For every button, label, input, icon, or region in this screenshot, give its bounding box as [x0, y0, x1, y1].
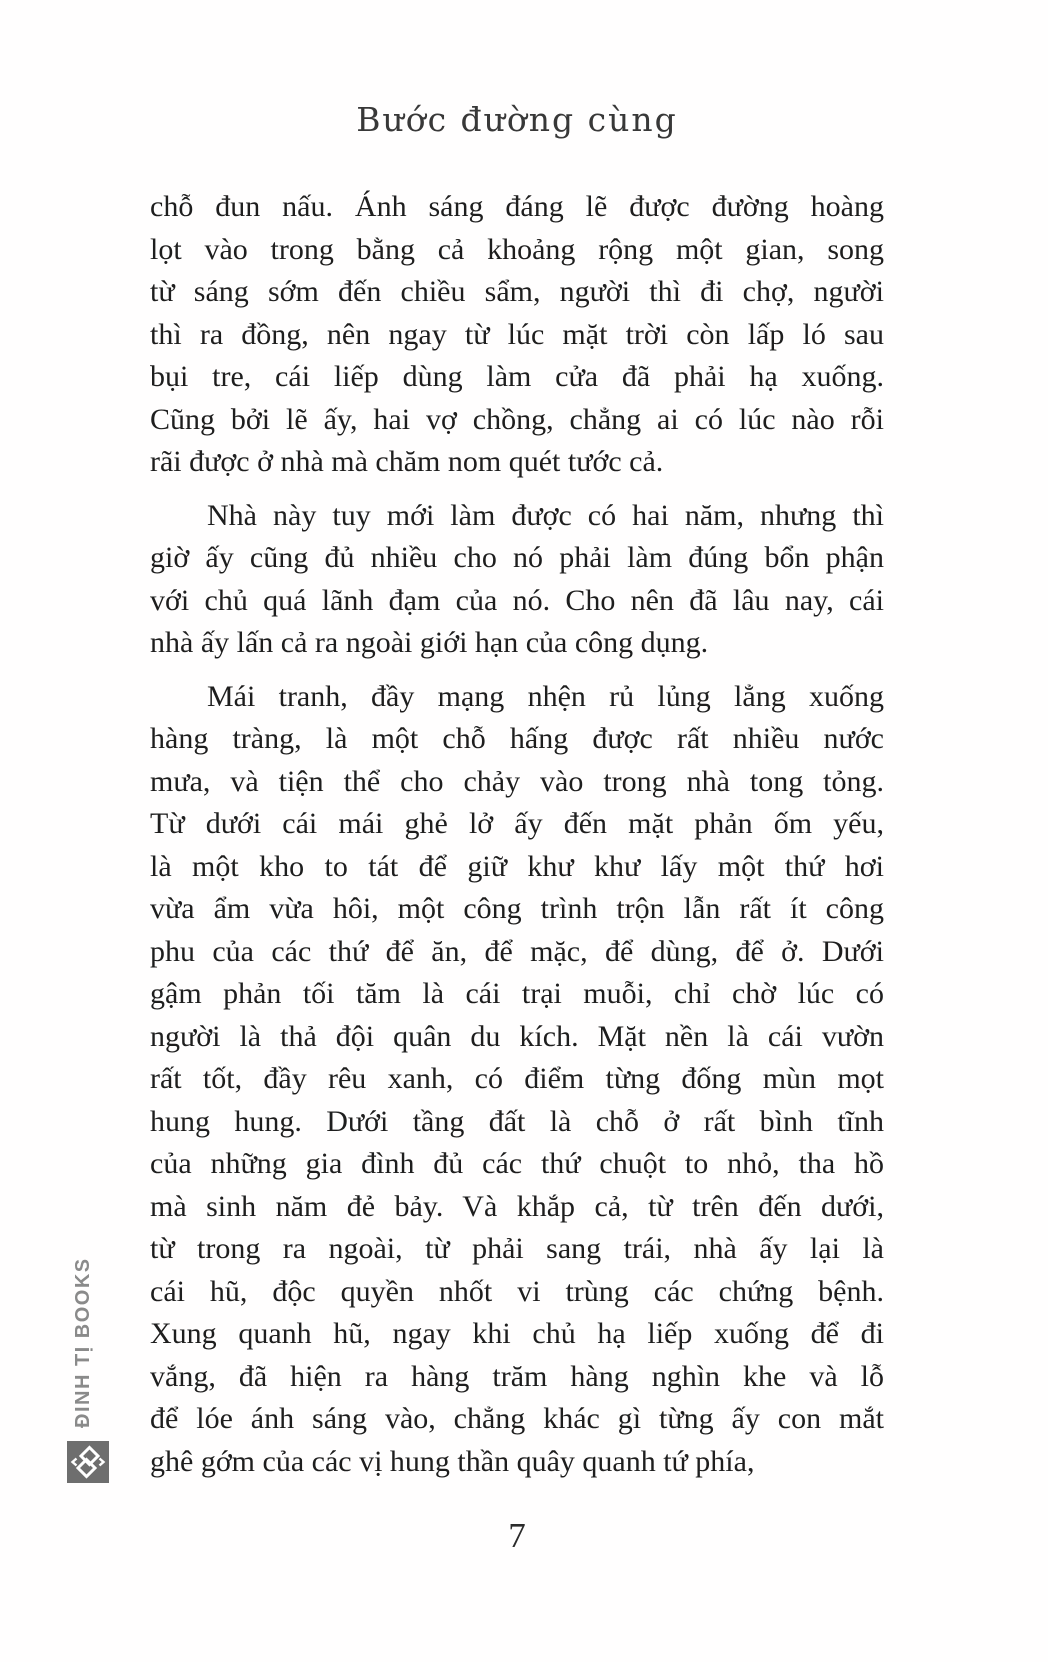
- text-line: phu của các thứ để ăn, để mặc, để dùng, để ở. Dưới: [150, 934, 884, 968]
- text-line: từ trong ra ngoài, từ phải sang trái, nhà ấy lại là: [150, 1232, 884, 1265]
- paragraph: [150, 186, 884, 484]
- text-line: mưa, và tiện thể cho chảy vào trong nhà tong tỏng.: [150, 764, 884, 798]
- page-title: Bước đường cùng: [356, 100, 678, 139]
- text-line: ghê gớm của các vị hung thần quây quanh tứ phía,: [150, 1444, 755, 1478]
- text-line: mà sinh năm đẻ bảy. Và khắp cả, từ trên đến dưới,: [150, 1189, 884, 1223]
- paragraph: [150, 495, 884, 665]
- text-line: bụi tre, cái liếp dùng làm cửa đã phải hạ xuống.: [150, 360, 884, 393]
- text-line: thì ra đồng, nên ngay từ lúc mặt trời còn lấp ló sau: [150, 317, 884, 351]
- text-line: Mái tranh, đầy mạng nhện rủ lủng lẳng xuống: [207, 679, 884, 713]
- page-number: 7: [508, 1516, 526, 1555]
- text-line: vắng, đã hiện ra hàng trăm hàng nghìn khe và lỗ: [150, 1359, 884, 1393]
- text-line: hung hung. Dưới tầng đất là chỗ ở rất bình tĩnh: [150, 1104, 884, 1138]
- text-line: để lóe ánh sáng vào, chẳng khác gì từng ấy con mắt: [150, 1402, 884, 1435]
- text-line: từ sáng sớm đến chiều sẩm, người thì đi chợ, người: [150, 275, 884, 308]
- text-line: rãi được ở nhà mà chăm nom quét tước cả.: [150, 445, 664, 478]
- text-line: lọt vào trong bằng cả khoảng rộng một gian, song: [150, 232, 884, 266]
- text-line: cái hũ, độc quyền nhốt vi trùng các chứng bệnh.: [150, 1274, 884, 1308]
- text-line: Cũng bởi lẽ ấy, hai vợ chồng, chẳng ai có lúc nào rỗi: [150, 402, 884, 436]
- text-line: hàng tràng, là một chỗ hấng được rất nhiều nước: [150, 722, 884, 755]
- text-line: rất tốt, đầy rêu xanh, có điểm từng đống mùn mọt: [150, 1062, 884, 1095]
- publisher-diamond-logo-icon: [67, 1441, 109, 1483]
- text-line: Xung quanh hũ, ngay khi chủ hạ liếp xuống để đi: [150, 1317, 884, 1350]
- publisher-brand-text: ĐINH TỊ BOOKS: [72, 1257, 94, 1428]
- text-line: của những gia đình đủ các thứ chuột to nhỏ, tha hồ: [150, 1147, 884, 1180]
- text-line: giờ ấy cũng đủ nhiều cho nó phải làm đúng bổn phận: [150, 541, 884, 574]
- body-text: [150, 186, 884, 1483]
- text-line: là một kho to tát để giữ khư khư lấy một thứ hơi: [150, 849, 884, 883]
- text-line: với chủ quá lãnh đạm của nó. Cho nên đã lâu nay, cái: [150, 583, 884, 617]
- text-line: người là thả đội quân du kích. Mặt nền là cái vườn: [150, 1019, 884, 1053]
- text-line: Từ dưới cái mái ghẻ lở ấy đến mặt phản ốm yếu,: [150, 807, 884, 840]
- paragraph: [150, 676, 884, 1484]
- text-line: vừa ẩm vừa hôi, một công trình trộn lẫn rất ít công: [150, 892, 884, 925]
- text-line: Nhà này tuy mới làm được có hai năm, nhưng thì: [207, 498, 884, 532]
- text-line: nhà ấy lấn cả ra ngoài giới hạn của công dụng.: [150, 626, 709, 659]
- text-line: chỗ đun nấu. Ánh sáng đáng lẽ được đường hoàng: [150, 190, 884, 223]
- text-line: gậm phản tối tăm là cái trại muỗi, chỉ chờ lúc có: [150, 977, 884, 1010]
